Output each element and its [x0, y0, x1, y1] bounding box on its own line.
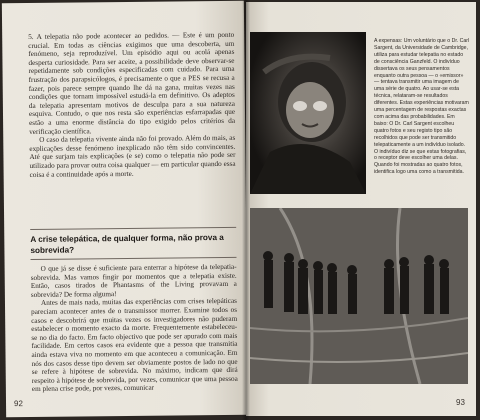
firefighters-photo [250, 208, 468, 384]
left-page [2, 1, 248, 418]
paragraph-telepathy-not-proven: O caso da telepatia vivente ainda não foi provado. Além do mais, as explicações desse fenómeno inexplicado não têm sido convincentes. Até que surjam tais explicações (e se) como o telepatia não pode ser utilizado para provar outra coisa qualquer — em particular quando essa coisa é a continuidade após a morte. [29, 133, 236, 179]
section-heading: A crise telepática, de qualquer forma, não prova a sobrevida? [30, 232, 224, 255]
page-number-right: 93 [456, 398, 465, 407]
section-rule-top [30, 227, 236, 230]
page-number-left: 92 [13, 399, 23, 409]
paragraph-survival-hypothesis: O que já se disse é suficiente para enterrar a hipótese da telepatia-sobrevida. Mas vamos fingir por momentos que a telepatia existe. Então, casos tirados de Phantasms of the Living provavam a sobrevida? De forma alguma! [30, 262, 237, 299]
photo-caption: A expensas: Um voluntário que o Dr. Carl Sargent, da Universidade de Cambridge, utiliza para estudar telepatia no estado de consciência Ganzfeld. O indivíduo dissertava os seus pensamentos enquanto outra pessoa — o «emissor» — tentava transmitir uma imagem de uma série de quatro. Ao usar-se esta técnica, relataram-se resultados diferentes. Estas experiências motivaram uma percentagem de respostas exactas com acima das probabilidades. Em baixo: O Dr. Carl Sargent escolheu quatro fotos e seu registo tipo são recolhidos que pode ser transmitido telepaticamente a um indivíduo isolado. O indivíduo diz se que estas fotografias, o receptor deve escolher uma delas. Quando foi mostradas ao quatro fotos, identifica logo uma como a transmitida. [374, 38, 470, 176]
right-page [246, 2, 476, 416]
paragraph-crisis-experiences: Antes de mais nada, muitas das experiências com crises telepáticas pareciam acontecer antes de o transmissor morrer. Examine todos os casos e descobrirá que muitas vezes os investigadores não puderam estabelecer o momento exacto da morte. Frequentemente estabeleceu-se no dia do facto. Em facto objectivo que pode ser apurado com mais facilidade. Em certos casos era evidente que a pessoa que transmitia ainda estava viva no momento em que aconteceu a comunicação. Em nós dos casos desse tipo devem ser obviamente postos de lado no que se refere à hipótese de sobrevida. No máximo, indicam que dirá respeito à hipótese de sobrevida, por vezes, comunicar que uma pessoa em plena crise pode, por vezes, comunicar [31, 297, 238, 394]
ganzfeld-subject-illustration [250, 32, 366, 194]
left-bottom-text [31, 263, 238, 394]
paragraph-telepathy-reproducible: 5. A telepatia não pode acontecer ao pedidos. — Este é um ponto crucial. Em todas as ciências exigimos que uma descoberta, um fenómeno, seja reproduzível. Um episódio aqui ou acolá apenas desperta curiosidade. Para ser aceite, a possibilidade deve observar-se repetidamente sob condições especificadas com cuidado. Para uma frustração dos parapsicólogos, é precisamente o que a PES se recusa a fazer, pois parece sempre quando lhe dá na gana, muitas vezes nas condições que tornam impossível estudá-la em definitivo. Os adeptos da telepatia apresentam motivos de desculpa para a sua natureza esquiva. Contudo, o que nos resta são experiências esfarrapadas que estão a uma enorme distância do tipo exigido pelos critérios da verificação científica. [28, 30, 236, 136]
book-gutter [242, 0, 250, 420]
firefighters-illustration [250, 208, 468, 384]
left-top-text [28, 31, 236, 179]
ganzfeld-subject-photo [250, 32, 366, 194]
section-rule-bottom [31, 257, 237, 260]
